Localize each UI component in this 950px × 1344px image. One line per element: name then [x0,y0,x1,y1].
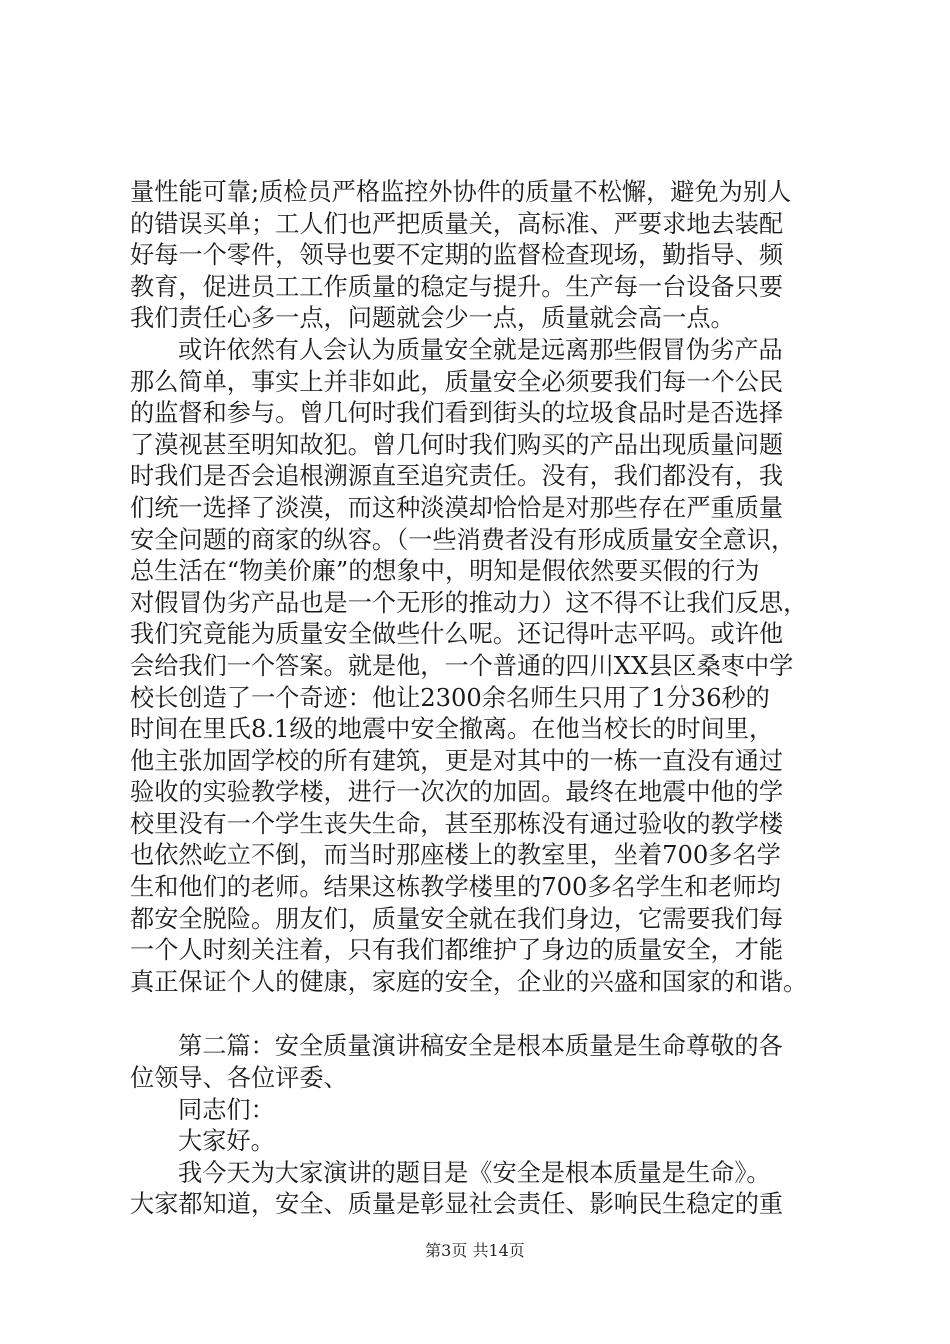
section-heading [130,1031,830,1094]
text-line: 时间在里氏8.1级的地震中安全撤离。在他当校长的时间里， [130,715,774,744]
paragraph-1 [130,177,830,335]
text-line: 好每一个零件，领导也要不定期的监督检查现场，勤指导、频 [130,241,784,270]
text-line: 教育，促进员工工作质量的稳定与提升。生产每一台设备只要 [130,272,784,301]
text-line: 我们究竟能为质量安全做些什么呢。还记得叶志平吗。或许他 [130,620,784,649]
text-line: 会给我们一个答案。就是他，一个普通的四川XX县区桑枣中学 [130,651,794,680]
text-line: 校里没有一个学生丧失生命，甚至那栋没有通过验收的教学楼 [130,809,784,838]
paragraph-speech-intro [130,1158,830,1221]
text-line: 验收的实验教学楼，进行一次次的加固。最终在地震中他的学 [130,778,784,807]
text-line: 第二篇：安全质量演讲稿安全是根本质量是生命尊敬的各 [178,1032,783,1061]
text-line: 大家都知道，安全、质量是彰显社会责任、影响民生稳定的重 [130,1190,784,1219]
text-line: 同志们： [178,1095,275,1124]
text-line: 都安全脱险。朋友们，质量安全就在我们身边，它需要我们每 [130,904,784,933]
text-line: 时我们是否会追根溯源直至追究责任。没有，我们都没有，我 [130,462,784,491]
text-line: 量性能可靠;质检员严格监控外协件的质量不松懈，避免为别人 [130,178,792,206]
text-line: 那么简单，事实上并非如此，质量安全必须要我们每一个公民 [130,367,784,396]
text-line: 生和他们的老师。结果这栋教学楼里的700多名学生和老师均 [130,873,781,902]
text-line: 了漠视甚至明知故犯。曾几何时我们购买的产品出现质量问题 [130,430,784,459]
text-line: 总生活在“物美价廉”的想象中，明知是假依然要买假的行为 [130,557,760,586]
text-line: 他主张加固学校的所有建筑，更是对其中的一栋一直没有通过 [130,746,784,775]
paragraph-spacer [130,998,830,1031]
text-line: 或许依然有人会认为质量安全就是远离那些假冒伪劣产品 [178,335,783,364]
text-line: 们统一选择了淡漠，而这种淡漠却恰恰是对那些存在严重质量 [130,493,784,522]
page-footer [0,1241,950,1261]
text-line: 也依然屹立不倒，而当时那座楼上的教室里，坐着700多名学 [130,841,781,870]
text-line: 大家好。 [178,1127,275,1156]
greeting-hello [130,1126,830,1158]
text-line: 我们责任心多一点，问题就会少一点，质量就会高一点。 [130,304,735,333]
text-line: 安全问题的商家的纵容。（一些消费者没有形成质量安全意识， [130,525,796,554]
text-line: 我今天为大家演讲的题目是《安全是根本质量是生命》。 [178,1158,771,1187]
text-line: 的错误买单；工人们也严把质量关，高标准、严要求地去装配 [130,209,784,238]
text-line: 校长创造了一个奇迹：他让2300余名师生只用了1分36秒的 [130,683,770,712]
text-line: 一个人时刻关注着，只有我们都维护了身边的质量安全，才能 [130,936,784,965]
greeting-comrades [130,1095,830,1127]
text-line: 的监督和参与。曾几何时我们看到街头的垃圾食品时是否选择 [130,399,784,428]
document-body [130,177,830,1221]
text-line: 位领导、各位评委、 [130,1064,348,1093]
text-line: 真正保证个人的健康，家庭的安全，企业的兴盛和国家的和谐。 [130,967,808,996]
text-line: 对假冒伪劣产品也是一个无形的推动力）这不得不让我们反思， [130,588,808,617]
page-number: 第3页 共14页 [425,1241,525,1260]
paragraph-2 [130,335,830,998]
